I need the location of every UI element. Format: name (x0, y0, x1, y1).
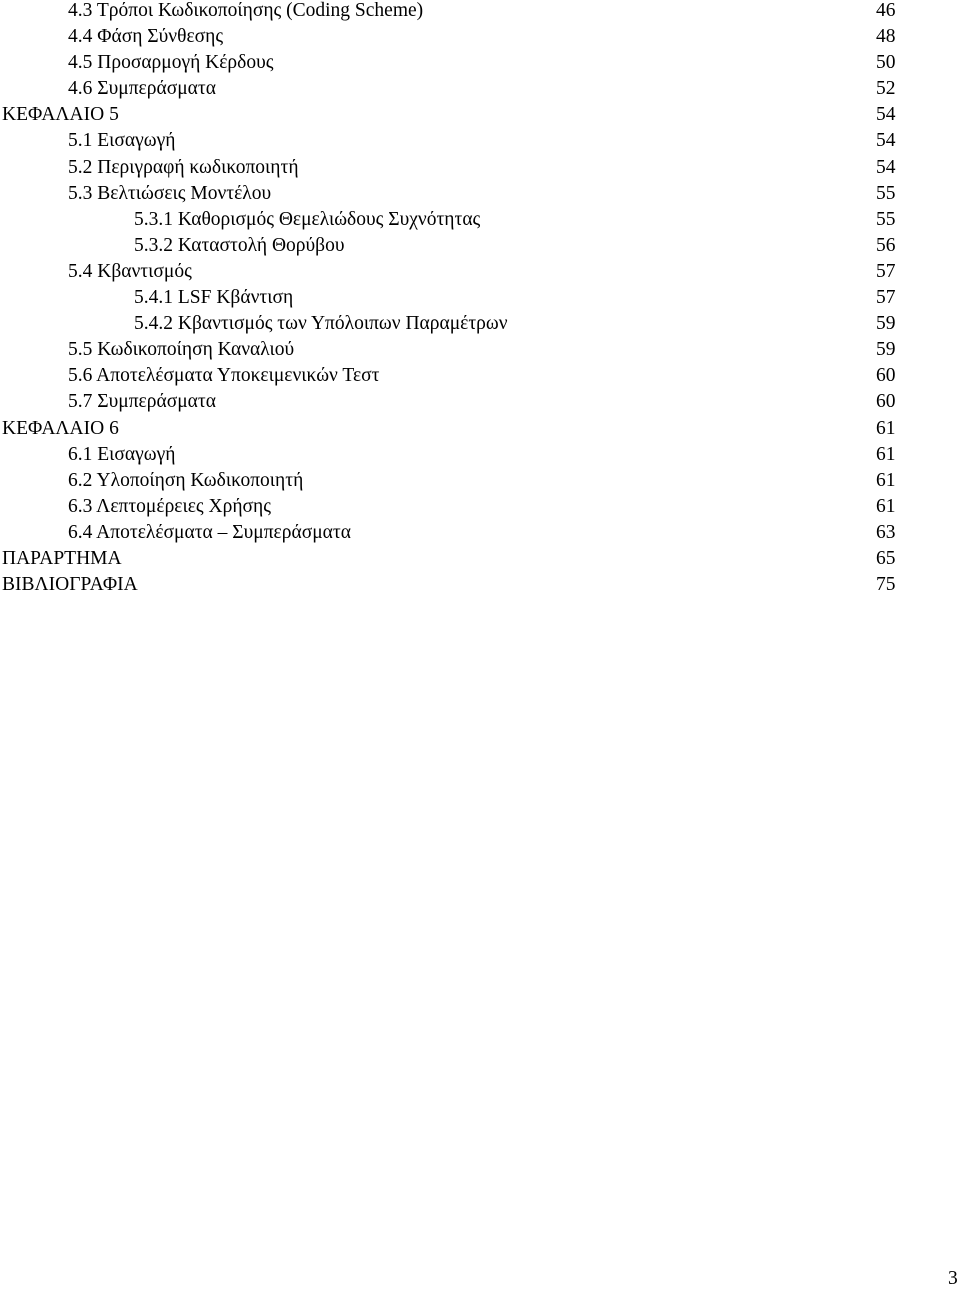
toc-entry[interactable] (0, 52, 960, 78)
toc-entry[interactable] (0, 574, 960, 600)
toc-entry[interactable] (0, 313, 960, 339)
toc-entry[interactable] (0, 209, 960, 235)
toc-entry[interactable] (0, 418, 960, 444)
toc-entry[interactable] (0, 365, 960, 391)
toc-entry-title: 5.5 Κωδικοποίηση Καναλιού (68, 339, 295, 361)
toc-entry-title: 5.2 Περιγραφή κωδικοποιητή (68, 156, 299, 178)
toc-entry-page: 65 (876, 547, 896, 569)
toc-entry-page: 56 (876, 234, 896, 256)
toc-entry[interactable] (0, 130, 960, 156)
toc-entry-page: 50 (876, 52, 896, 74)
toc-entry-title: 5.3 Βελτιώσεις Μοντέλου (68, 182, 272, 204)
toc-entry[interactable] (0, 522, 960, 548)
toc-entry-title: 5.3.2 Καταστολή Θορύβου (134, 234, 345, 256)
toc-entry-page: 54 (876, 130, 896, 152)
toc-entry-title: 6.2 Υλοποίηση Κωδικοποιητή (68, 469, 304, 491)
toc-entry-page: 61 (876, 495, 896, 517)
toc-entry-title: 6.4 Αποτελέσματα – Συμπεράσματα (68, 521, 351, 543)
toc-entry[interactable] (0, 26, 960, 52)
toc-entry-title: ΒΙΒΛΙΟΓΡΑΦΙΑ (2, 574, 138, 596)
toc-entry-page: 46 (876, 0, 896, 21)
toc-entry-title: 4.3 Τρόποι Κωδικοποίησης (Coding Scheme) (68, 0, 424, 21)
toc-entry-title: ΚΕΦΑΛΑΙΟ 5 (2, 104, 119, 126)
toc-entry-title: 5.4.2 Κβαντισμός των Υπόλοιπων Παραμέτρων (134, 313, 508, 335)
toc-entry-title: ΠΑΡΑΡΤΗΜΑ (2, 547, 122, 569)
toc-entry-page: 60 (876, 365, 896, 387)
toc-entry-page: 55 (876, 182, 896, 204)
toc-entry[interactable] (0, 391, 960, 417)
toc-entry[interactable] (0, 496, 960, 522)
toc-entry-page: 48 (876, 26, 896, 48)
toc-entry-page: 55 (876, 208, 896, 230)
toc-entry-page: 61 (876, 443, 896, 465)
toc-entry-title: 4.5 Προσαρμογή Κέρδους (68, 52, 274, 74)
toc-entry-title: 5.3.1 Καθορισμός Θεμελιώδους Συχνότητας (134, 208, 481, 230)
toc-entry-page: 57 (876, 287, 896, 309)
toc-entry[interactable] (0, 470, 960, 496)
toc-entry-title: 6.3 Λεπτομέρειες Χρήσης (68, 495, 271, 517)
toc-entry-page: 57 (876, 260, 896, 282)
toc-entry-page: 75 (876, 574, 896, 596)
toc-entry-page: 54 (876, 104, 896, 126)
toc-entry-title: 5.4.1 LSF Κβάντιση (134, 287, 294, 309)
toc-entry-title: 4.4 Φάση Σύνθεσης (68, 26, 224, 48)
toc-entry[interactable] (0, 104, 960, 130)
toc-entry[interactable] (0, 183, 960, 209)
toc-entry[interactable] (0, 287, 960, 313)
toc-entry[interactable] (0, 444, 960, 470)
toc-entry[interactable] (0, 78, 960, 104)
toc-entry[interactable] (0, 235, 960, 261)
toc-entry[interactable] (0, 0, 960, 26)
toc-entry-title: 5.6 Αποτελέσματα Υποκειμενικών Τεστ (68, 365, 380, 387)
toc-entry-page: 61 (876, 469, 896, 491)
toc-entry[interactable] (0, 548, 960, 574)
toc-entry-page: 60 (876, 391, 896, 413)
toc-entry-page: 59 (876, 339, 896, 361)
page-number: 3 (948, 1268, 958, 1289)
toc-entry-page: 59 (876, 313, 896, 335)
toc-entry-title: 6.1 Εισαγωγή (68, 443, 176, 465)
toc-entry[interactable] (0, 339, 960, 365)
toc-entry-title: ΚΕΦΑΛΑΙΟ 6 (2, 417, 119, 439)
toc-entry[interactable] (0, 157, 960, 183)
toc-entry-page: 54 (876, 156, 896, 178)
toc-entry-title: 5.4 Κβαντισμός (68, 260, 192, 282)
toc-entry-title: 5.1 Εισαγωγή (68, 130, 176, 152)
toc-entry-page: 63 (876, 521, 896, 543)
toc-entry-title: 4.6 Συμπεράσματα (68, 78, 216, 100)
table-of-contents (0, 0, 960, 600)
toc-entry-page: 61 (876, 417, 896, 439)
toc-entry-page: 52 (876, 78, 896, 100)
toc-entry-title: 5.7 Συμπεράσματα (68, 391, 216, 413)
toc-entry[interactable] (0, 261, 960, 287)
